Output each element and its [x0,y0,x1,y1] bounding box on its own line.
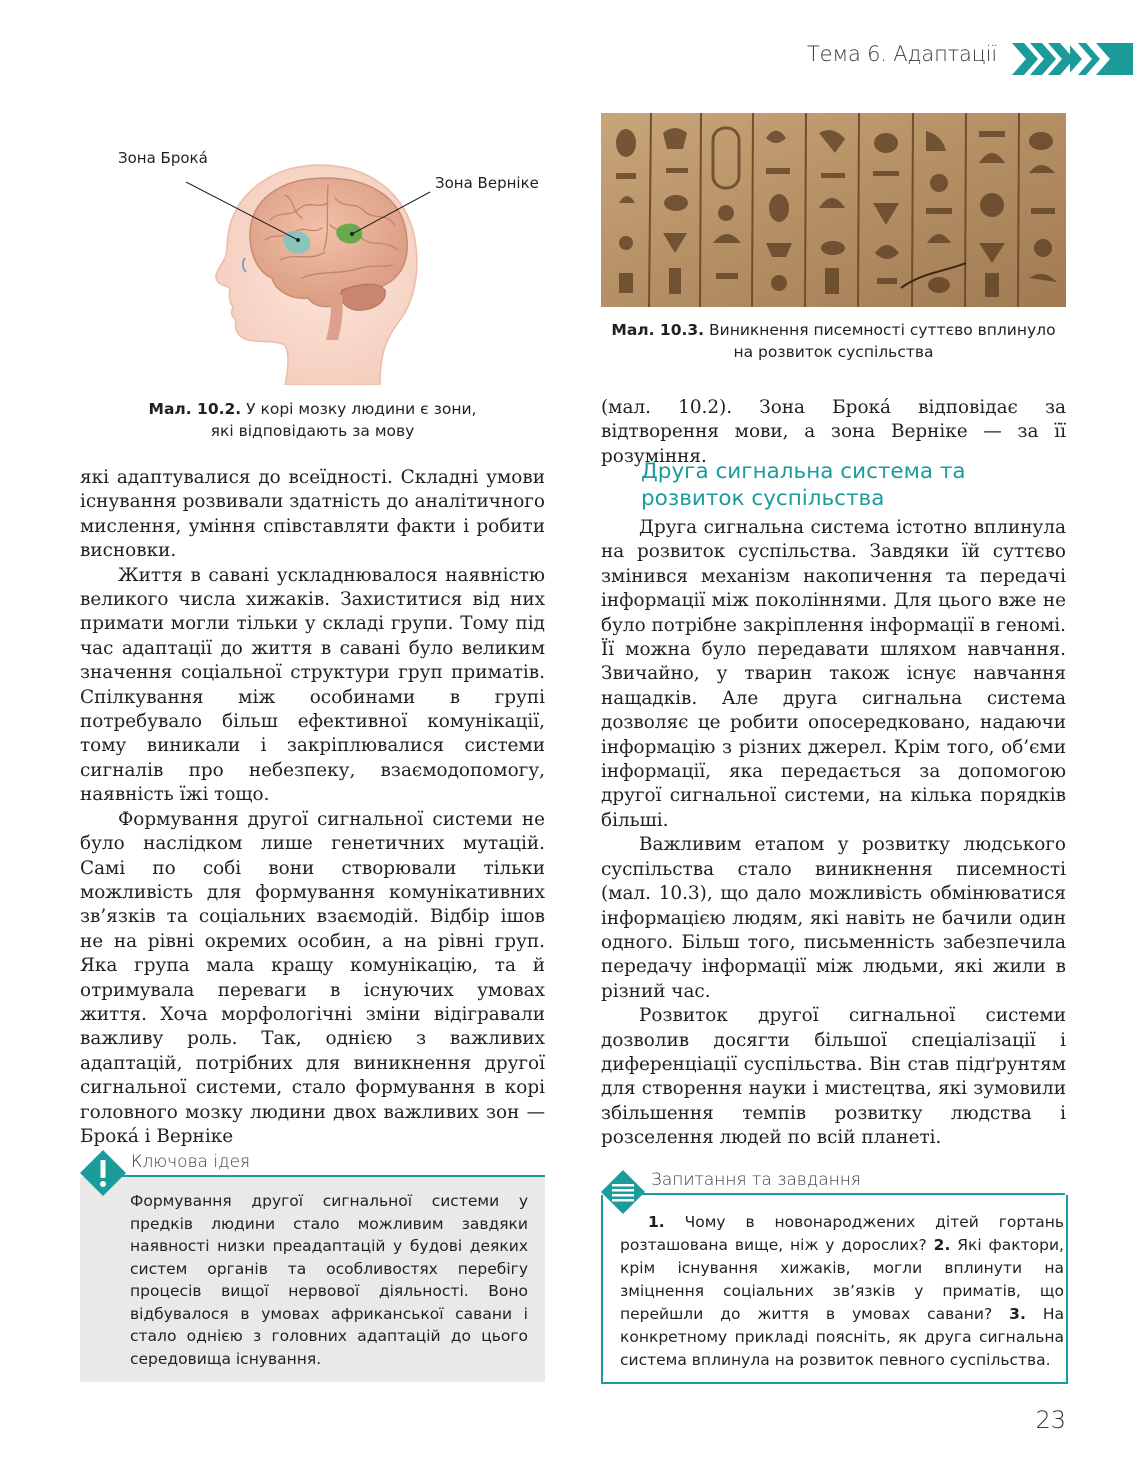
caption-text: Виникнення писемності суттєво вплинуло [704,321,1056,339]
question-text: На конкретному прикладі поясніть, як друга сигнальна система вплинула на розвиток певного суспільства. [620,1305,1064,1369]
divider [630,1193,1065,1195]
right-column-text [601,516,1066,1151]
divider [118,1175,545,1177]
question-number: 1. [648,1213,665,1231]
paragraph: Важливим етапом у розвитку людського суспільства стало виникнення писемності (мал. 10.3), що дало можливість обмінюватися інформацією людям, які навіть не бачили один одного. Більш того, письменність забезпечила передачу інформації між людьми, які жили в різний час. [601,834,1066,1002]
paragraph: Життя в савані ускладнювалося наявністю великого числа хижаків. Захиститися від них примати могли тільки у складі групи. Тому під час адаптації до життя в савані було великим значення соціальної структури груп приматів. Спілкування між особинами в групі потребувало більш ефективної комунікації, тому виникали і закріплювалися системи сигналів про небезпеку, взаємодопомогу, наявність їжі тощо. [80,564,545,806]
paragraph: Розвиток другої сигнальної системи дозволив досягти більшої спеціалізації і диференціації суспільства. Він став підґрунтям для створення науки і мистецтва, які зумовили збільшення темпів розвитку людства і розселення людей по всій планеті. [601,1005,1066,1149]
wernicke-label: Зона Верніке [435,174,539,192]
figure-10-2-caption [80,398,545,442]
exclamation-icon [80,1150,126,1196]
key-idea-title: Ключова ідея [131,1152,251,1172]
paragraph: Формування другої сигнальної системи не було наслідком лише генетичних мутацій. Самі по собі вони створювали тільки можливість для формування комунікативних зв’язків та соціальних взаємодій. Відбір ішов не на рівні окремих особин, а на рівні груп. Яка група мала кращу комунікацію, та й отримувала переваги в існуючих умовах життя. Хоча морфологічні зміни відігравали важливу роль. Так, однією з важливих адаптацій, потрібних для виникнення другої сигнальної системи, стало формування в корі головного мозку людини двох важливих зон — Брока́ і Верніке [80,808,545,1147]
section-heading: Друга сигнальна система та розвиток суспільства [641,459,966,511]
caption-text-2: які відповідають за мову [210,422,415,440]
broca-label: Зона Брока́ [118,149,208,167]
questions-text [620,1211,1064,1372]
chapter-title: Тема 6. Адаптації [807,42,997,66]
key-idea-text: Формування другої сигнальної системи у предків людини стало можливим завдяки наявності низки преадаптацій у будові деяких систем органів та особливостях перебігу процесів вищої нервової діяльності. Воно відбувалося в умовах африканської савани і стало однією з головних адаптацій до цього середовища існування. [130,1192,528,1368]
figure-10-3-caption [601,319,1066,363]
caption-number: Мал. 10.2. [148,400,242,418]
brain-illustration [80,140,560,385]
paragraph: (мал. 10.2). Зона Брока́ відповідає за відтворення мови, а зона Верніке — за її розуміння. [601,397,1066,467]
caption-number: Мал. 10.3. [611,321,705,339]
questions-title: Запитання та завдання [651,1170,861,1190]
chevron-band-icon [1012,43,1133,75]
caption-text: У корі мозку людини є зони, [241,400,477,418]
question-number: 2. [933,1236,951,1254]
question-text: Чому в новонароджених дітей гортань розташована вище, ніж у дорослих? [620,1213,1064,1254]
hieroglyphs-image [601,113,1066,307]
hieroglyphs-photo [601,113,1066,307]
list-icon [601,1170,645,1214]
question-number: 3. [1009,1305,1026,1323]
page-number: 23 [1035,1406,1066,1434]
caption-text-2: на розвиток суспільства [733,343,934,361]
left-column-text [80,466,545,1149]
paragraph: які адаптувалися до всеїдності. Складні умови існування розвивали здатність до аналітичного мислення, уміння співставляти факти і робити висновки. [80,467,545,562]
question-text: Які фактори, крім існування хижаків, могли вплинути на зміцнення соціальних зв’язків у приматів, що перейшли до життя в умовах савани? [620,1236,1064,1323]
paragraph: Друга сигнальна система істотно вплинула на розвиток суспільства. Завдяки їй суттєво змінився механізм накопичення та передачі інформації між поколіннями. Для цього вже не було потрібне закріплення інформації в геномі. Її можна було передавати шляхом навчання. Звичайно, у тварин також існує навчання нащадків. Але друга сигнальна система дозволяє це робити опосередковано, надаючи інформацію з різних джерел. Крім того, об’єми інформації, яка передається за допомогою другої сигнальної системи, на кілька порядків більші. [601,517,1066,831]
